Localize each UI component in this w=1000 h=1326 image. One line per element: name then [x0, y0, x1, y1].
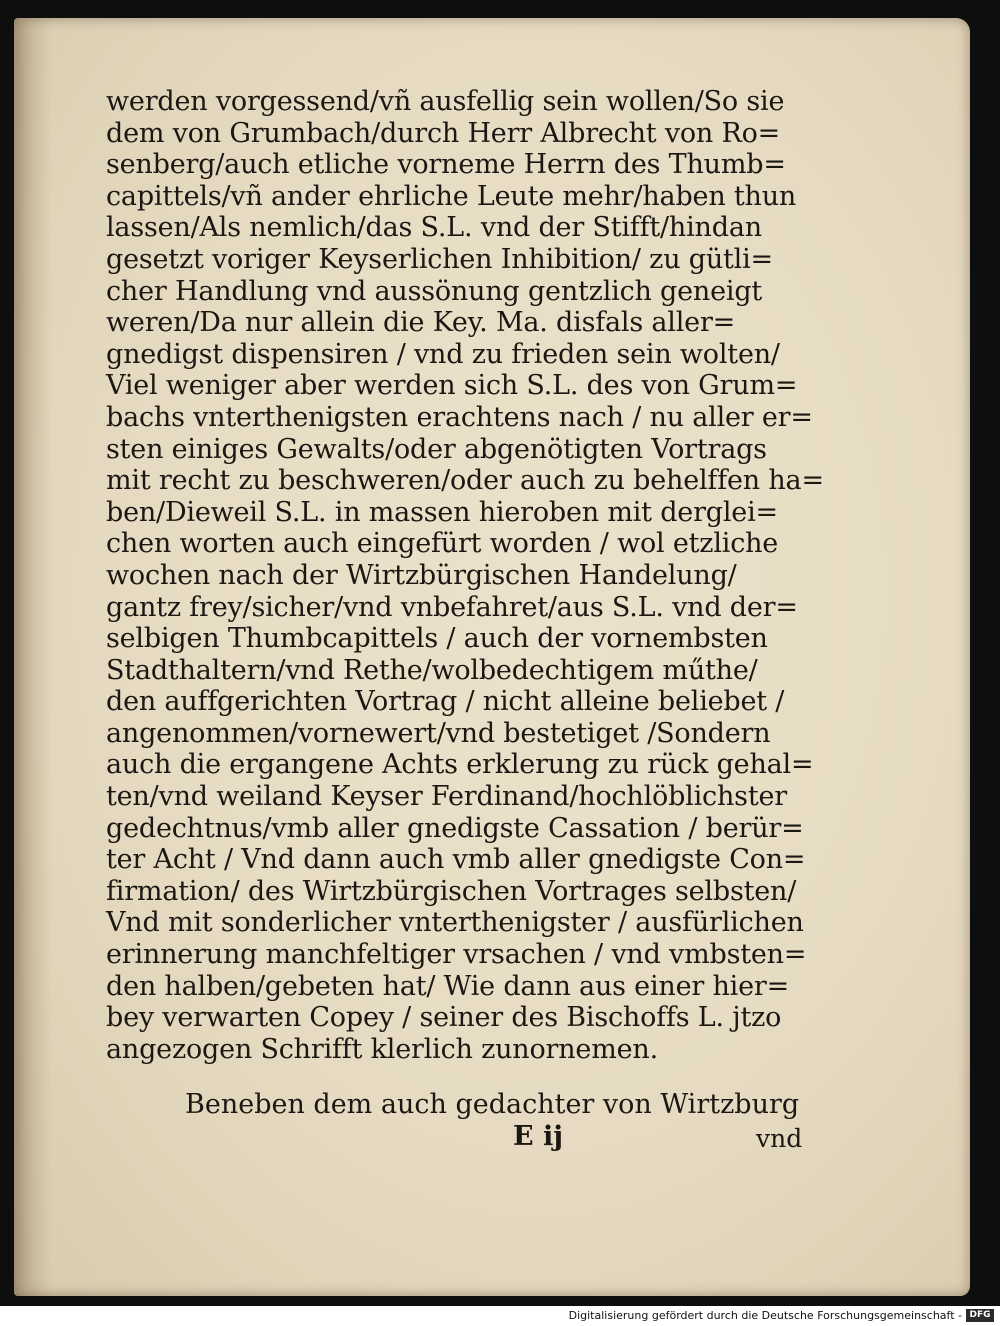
- text-line: ben/Dieweil S.L. in massen hieroben mit derglei=: [106, 496, 778, 528]
- catchline: Beneben dem auch gedachter von Wirtzburg: [185, 1089, 800, 1120]
- text-line: cher Handlung vnd aussönung gentzlich geneigt: [106, 275, 763, 307]
- text-line: lassen/Als nemlich/das S.L. vnd der Stifft/hindan: [106, 212, 762, 244]
- text-line: gesetzt voriger Keyserlichen Inhibition/ zu gütli=: [106, 243, 773, 275]
- text-line: wochen nach der Wirtzbürgischen Handelung/: [106, 559, 737, 591]
- text-line: bey verwarten Copey / seiner des Bischoffs L. jtzo: [106, 1002, 782, 1034]
- text-line: chen worten auch eingefürt worden / wol etzliche: [106, 528, 779, 560]
- text-line: Stadthaltern/vnd Rethe/wolbedechtigem műthe/: [106, 654, 758, 686]
- text-line: firmation/ des Wirtzbürgischen Vortrages selbsten/: [106, 875, 797, 907]
- footer-credit: Digitalisierung gefördert durch die Deutsche Forschungsgemeinschaft -: [568, 1309, 962, 1322]
- text-line: erinnerung manchfeltiger vrsachen / vnd vmbsten=: [106, 939, 807, 971]
- text-line: werden vorgessend/vñ ausfellig sein wollen/So sie: [106, 86, 785, 117]
- body-text: [106, 86, 836, 1065]
- text-line: senberg/auch etliche vorneme Herrn des Thumb=: [106, 149, 786, 181]
- text-line: Viel weniger aber werden sich S.L. des von Grum=: [106, 370, 798, 402]
- text-line: gedechtnus/vmb aller gnedigste Cassation / berür=: [106, 812, 804, 844]
- text-line: sten einiges Gewalts/oder abgenötigten Vortrags: [106, 433, 767, 465]
- text-line: weren/Da nur allein die Key. Ma. disfals aller=: [106, 307, 736, 339]
- text-line: angenommen/vornewert/vnd bestetiget /Sondern: [106, 717, 771, 749]
- text-line: gantz frey/sicher/vnd vnbefahret/aus S.L. vnd der=: [106, 591, 798, 623]
- text-line: dem von Grumbach/durch Herr Albrecht von Ro=: [106, 117, 781, 149]
- text-line: capittels/vñ ander ehrliche Leute mehr/haben thun: [106, 180, 797, 212]
- text-line: ter Acht / Vnd dann auch vmb aller gnedigste Con=: [106, 844, 806, 876]
- text-line: ten/vnd weiland Keyser Ferdinand/hochlöblichster: [106, 781, 787, 813]
- dfg-logo-icon: DFG: [966, 1309, 994, 1322]
- text-line: mit recht zu beschweren/oder auch zu behelffen ha=: [106, 465, 824, 497]
- text-line: auch die ergangene Achts erklerung zu rück gehal=: [106, 749, 814, 781]
- text-line: Vnd mit sonderlicher vnterthenigster / ausfürlichen: [106, 907, 804, 939]
- text-line: bachs vnterthenigsten erachtens nach / nu aller er=: [106, 401, 813, 433]
- text-line: selbigen Thumbcapittels / auch der vornembsten: [106, 623, 768, 655]
- text-line: gnedigst dispensiren / vnd zu frieden sein wolten/: [106, 338, 780, 370]
- catchword: vnd: [756, 1124, 803, 1153]
- text-line: angezogen Schrifft klerlich zunornemen.: [106, 1033, 658, 1065]
- signature-mark: E ij: [513, 1121, 564, 1152]
- text-line: den auffgerichten Vortrag / nicht alleine beliebet /: [106, 686, 785, 718]
- text-line: den halben/gebeten hat/ Wie dann aus einer hier=: [106, 970, 789, 1002]
